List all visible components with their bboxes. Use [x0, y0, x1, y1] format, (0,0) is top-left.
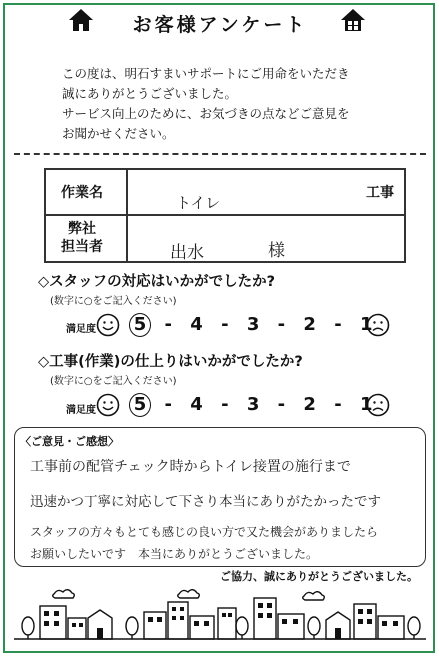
question-1-note: (数字に○をご記入ください) [50, 296, 177, 307]
smile-face-icon [96, 313, 120, 337]
info-table [44, 168, 406, 263]
question-2: ◇工事(作業)の仕上りはいかがでしたか? [38, 354, 303, 370]
staff-value: 出水 [170, 243, 204, 263]
rating-scale-2 [130, 394, 376, 415]
rating-option[interactable]: 3 [246, 314, 260, 335]
intro-line: 誠にありがとうございました。 [62, 86, 238, 101]
intro-line: サービス向上のために、お気づきの点などご意見を [62, 106, 350, 121]
house-outline-icon [340, 8, 366, 32]
rating-option[interactable]: 2 [303, 314, 316, 335]
thanks-text: ご協力、誠にありがとうございました。 [220, 570, 418, 583]
scale-separator: - [277, 314, 286, 335]
rating-option[interactable]: 1 [359, 314, 373, 335]
frown-face-icon [366, 313, 390, 337]
staff-suffix: 様 [268, 241, 285, 261]
scale-separator: - [164, 314, 173, 335]
rating-option[interactable]: 1 [359, 394, 373, 415]
staff-label [46, 220, 118, 256]
dashed-divider [14, 153, 426, 155]
rating-scale-1 [130, 314, 376, 335]
scale-separator: - [334, 314, 342, 335]
scale-separator: - [277, 394, 286, 415]
staff-label-line: 弊社 [68, 221, 96, 237]
rating-option[interactable]: 4 [190, 314, 203, 335]
scale-separator: - [221, 394, 229, 415]
intro-line: お聞かせください。 [62, 126, 175, 141]
rating-option-selected[interactable]: 5 [130, 394, 150, 415]
comment-line: 工事前の配管チェック時からトイレ接置の施行まで [30, 459, 351, 475]
satisfaction-label: 満足度 [66, 324, 96, 335]
work-suffix: 工事 [366, 185, 394, 201]
comment-line: スタッフの方々もとても感じの良い方で又た機会がありましたら [30, 525, 379, 539]
comment-line: 迅速かつ丁寧に対応して下さり本当にありがたかったです [30, 494, 381, 510]
intro-line: この度は、明石すまいサポートにご用命をいただき [62, 66, 350, 81]
question-1: ◇スタッフの対応はいかがでしたか? [38, 274, 276, 290]
frown-face-icon [366, 393, 390, 417]
staff-label-line: 担当者 [61, 239, 103, 255]
cityscape-illustration [14, 584, 426, 640]
page-title: お客様アンケート [132, 14, 308, 36]
scale-separator: - [164, 394, 173, 415]
intro-text [62, 64, 350, 144]
rating-option[interactable]: 3 [246, 394, 260, 415]
work-label: 作業名 [61, 185, 103, 201]
scale-separator: - [334, 394, 342, 415]
smile-face-icon [96, 393, 120, 417]
rating-option[interactable]: 4 [190, 394, 203, 415]
scale-separator: - [221, 314, 229, 335]
rating-option[interactable]: 2 [303, 394, 316, 415]
comment-line: お願いしたいです 本当にありがとうございました。 [30, 547, 319, 561]
question-2-note: (数字に○をご記入ください) [50, 376, 177, 387]
work-value: トイレ [176, 194, 221, 212]
table-divider [46, 214, 404, 216]
satisfaction-label: 満足度 [66, 405, 96, 416]
rating-option-selected[interactable]: 5 [130, 314, 150, 335]
comment-heading: 〈ご意見・ご感想〉 [20, 435, 119, 448]
